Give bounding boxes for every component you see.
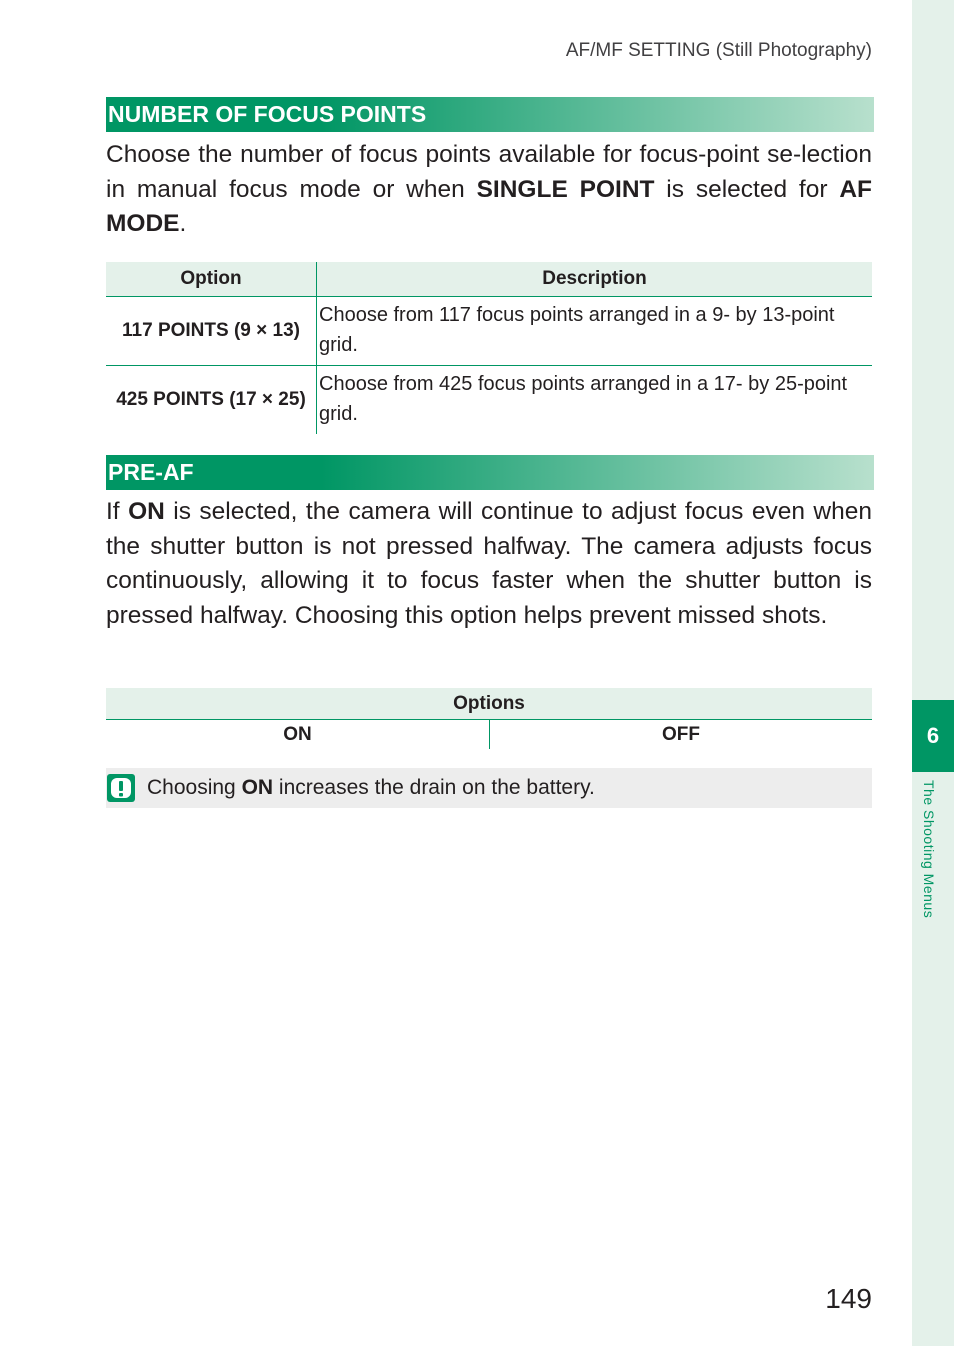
column-header-description: Description — [317, 262, 873, 297]
section-title-focus-points: NUMBER OF FOCUS POINTS — [106, 97, 874, 132]
text: is selected for — [654, 175, 840, 203]
text: If — [106, 498, 129, 525]
bold-text: SINGLE POINT — [476, 175, 655, 203]
options-header: Options — [106, 688, 872, 720]
table-row — [106, 366, 872, 435]
sidebar-strip — [912, 0, 954, 1346]
bold-text: ON — [241, 776, 274, 799]
table-row — [106, 720, 872, 750]
text: increases the drain on the battery. — [273, 776, 595, 799]
note-text — [147, 776, 595, 800]
section2-intro — [106, 495, 872, 633]
text: is selected, the camera will continue to adjust focus even when the shutter button is not pressed halfway. The camera adjusts focus continuously, allowing it to focus faster when the shutter button is pressed halfway. Choosing this option helps prevent missed shots. — [106, 498, 873, 629]
chapter-title: The Shooting Menus — [921, 780, 937, 919]
caution-icon — [107, 774, 135, 802]
text: Choose the number of focus points available for focus-point se-lection in manual focus mode or when — [106, 141, 872, 203]
column-header-option: Option — [106, 262, 317, 297]
chapter-number-tab: 6 — [912, 700, 954, 772]
description-cell: Choose from 117 focus points arranged in a 9- by 13-point grid. — [317, 297, 873, 366]
description-cell: Choose from 425 focus points arranged in a 17- by 25-point grid. — [319, 373, 848, 425]
text: . — [179, 210, 187, 238]
focus-points-table — [106, 262, 872, 434]
section1-intro — [106, 138, 872, 242]
option-off: OFF — [662, 723, 700, 745]
page-number: 149 — [825, 1283, 872, 1314]
table-row — [106, 297, 872, 366]
option-cell: 425 POINTS (17 × 25) — [106, 366, 317, 435]
caution-note — [106, 768, 872, 808]
pre-af-options-table — [106, 688, 872, 749]
option-on: ON — [106, 720, 490, 750]
section-title-pre-af: PRE-AF — [106, 455, 874, 490]
text: Choosing — [147, 776, 242, 799]
running-header: AF/MF SETTING (Still Photography) — [565, 40, 872, 61]
bold-text: ON — [128, 498, 165, 525]
option-cell: 117 POINTS (9 × 13) — [106, 297, 317, 366]
bold-text: AF MODE — [106, 175, 872, 238]
